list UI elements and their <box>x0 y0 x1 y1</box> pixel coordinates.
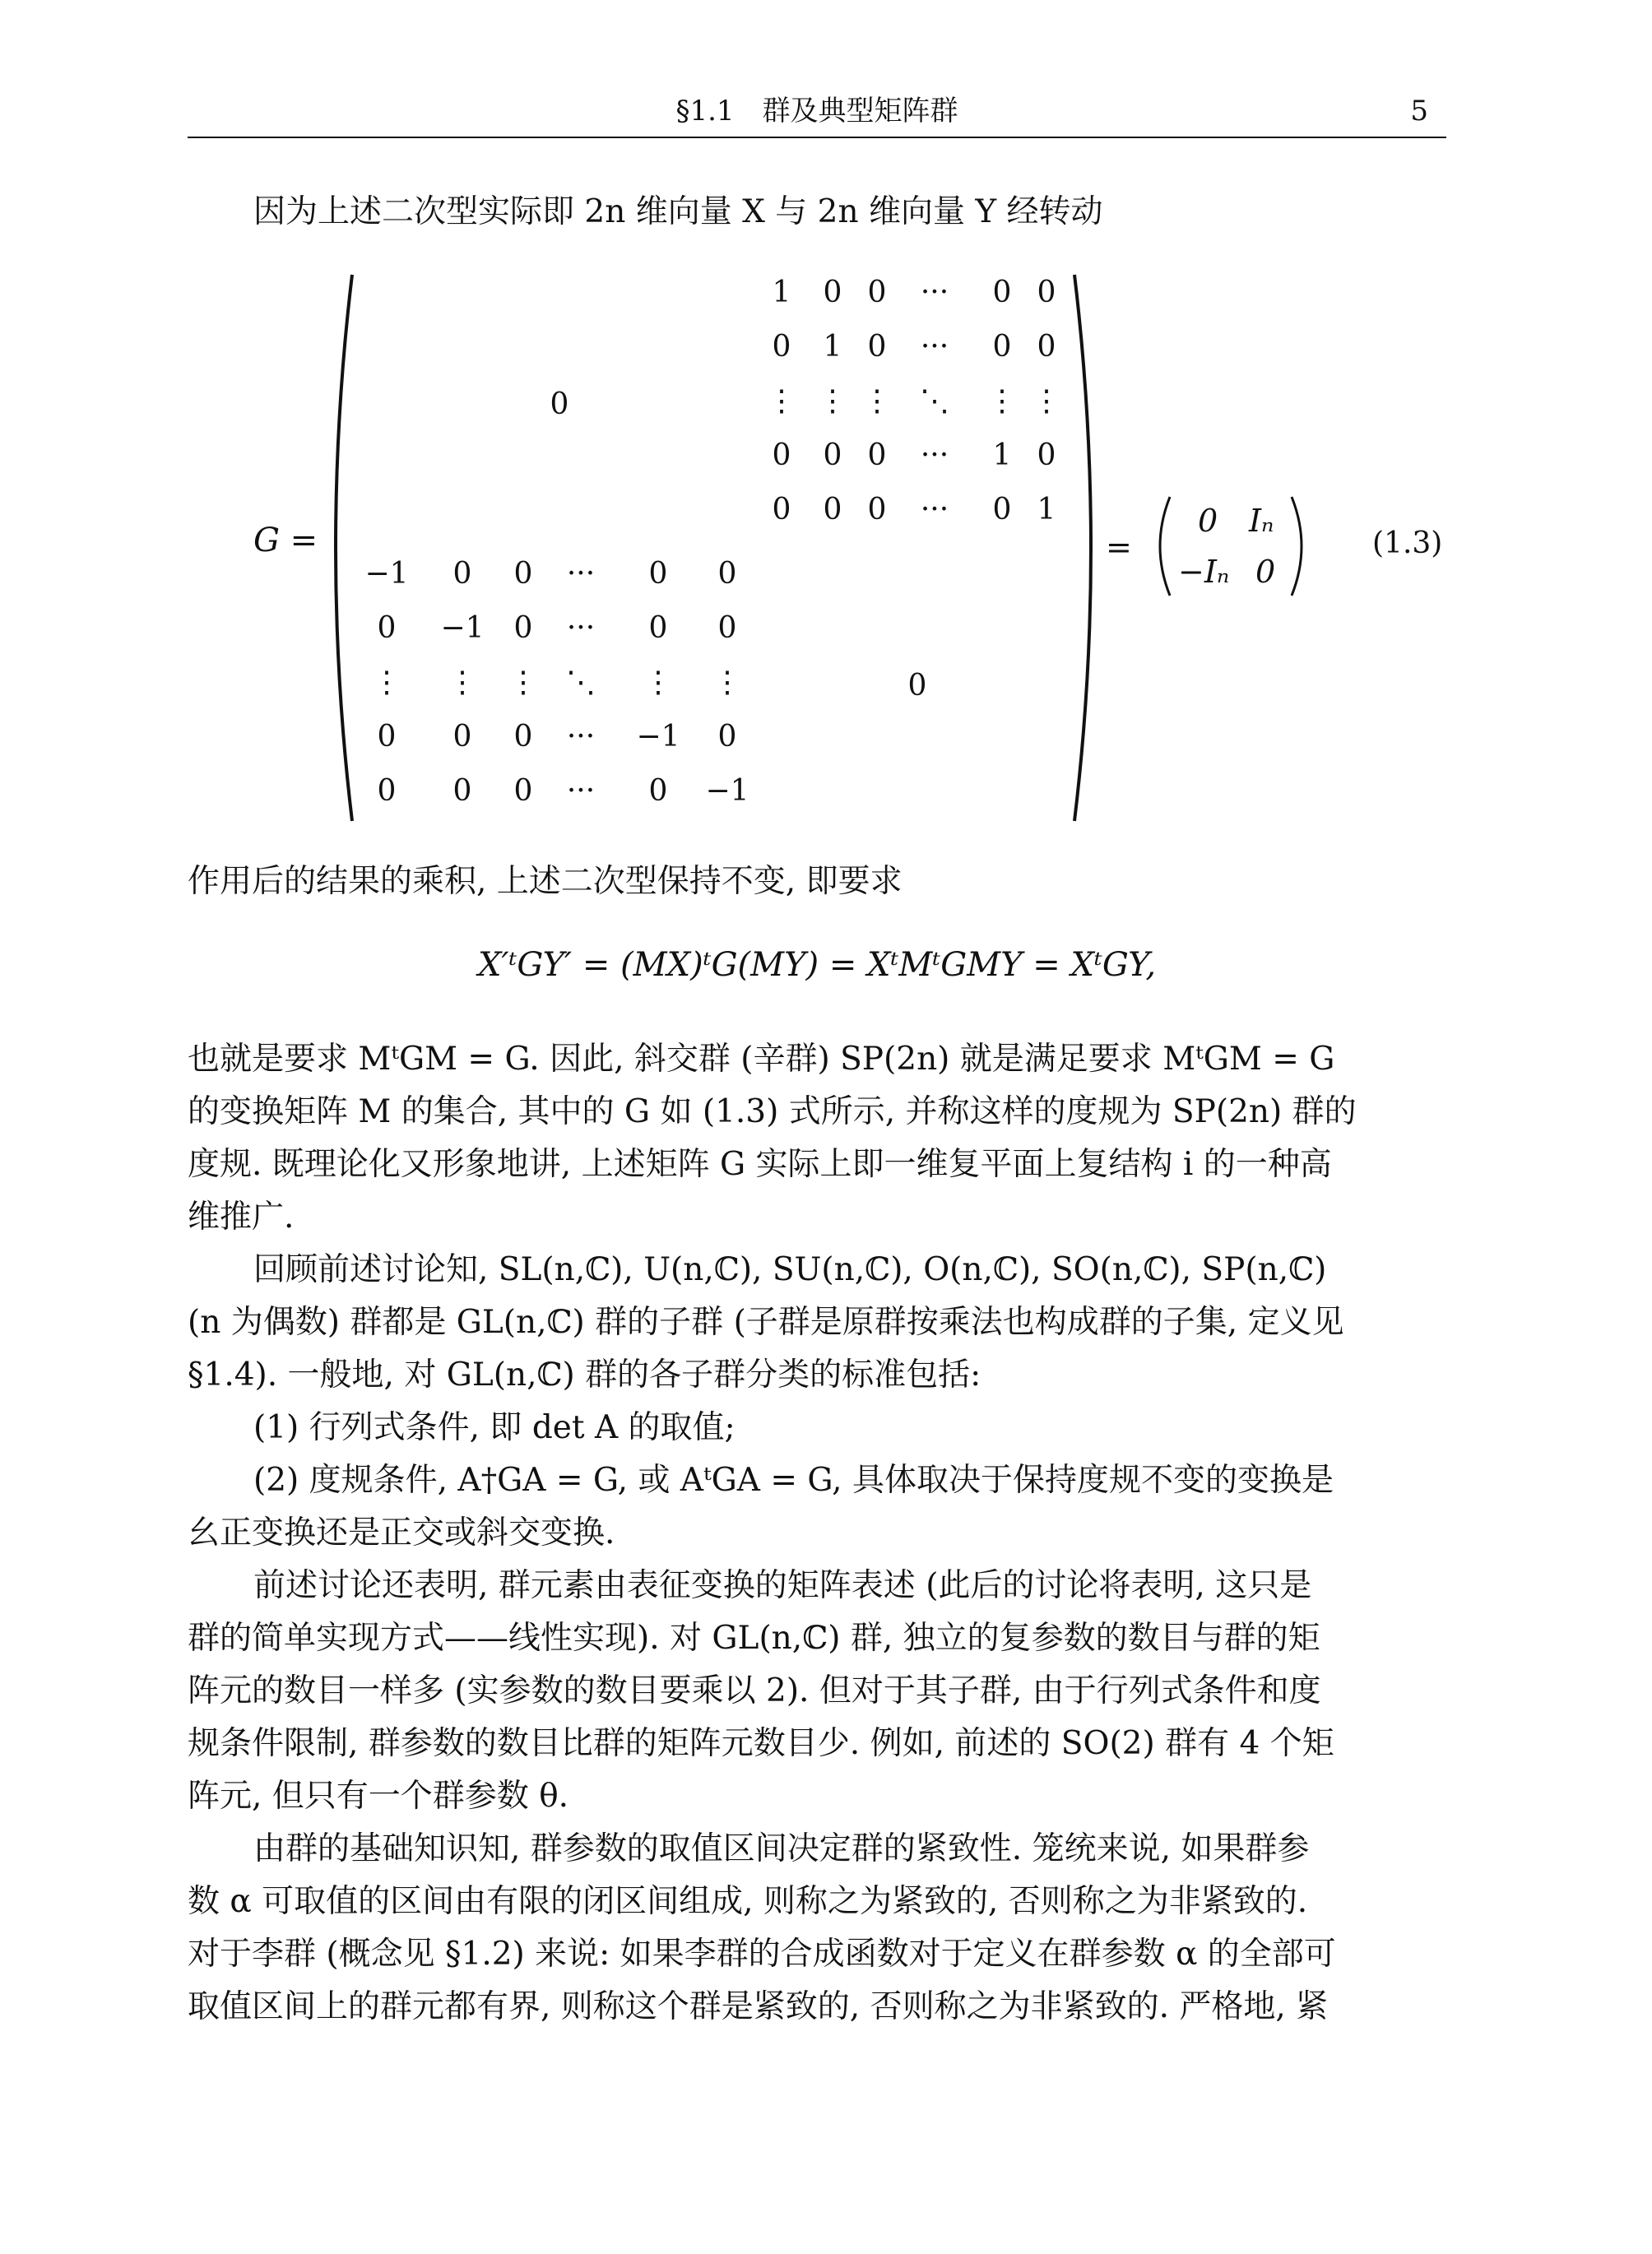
equals-sign: = <box>1106 529 1132 565</box>
bottom-left-cell: ··· <box>566 611 596 645</box>
text-line: 由群的基础知识知, 群参数的取值区间决定群的紧致性. 笼统来说, 如果群参 <box>253 1830 1310 1867</box>
top-right-cell: ··· <box>920 438 949 472</box>
top-right-cell: ··· <box>920 493 949 526</box>
top-right-cell: 0 <box>823 493 842 526</box>
bottom-left-cell: −1 <box>364 557 409 591</box>
top-right-cell: ⋮ <box>1032 384 1061 418</box>
page-number: 5 <box>1410 95 1428 128</box>
big-right-paren <box>1074 275 1091 821</box>
text-line: 数 α 可取值的区间由有限的闭区间组成, 则称之为紧致的, 否则称之为非紧致的. <box>188 1883 1308 1920</box>
text-line: 因为上述二次型实际即 2n 维向量 X 与 2n 维向量 Y 经转动 <box>253 193 1103 230</box>
top-right-cell: ⋮ <box>862 384 892 418</box>
top-right-cell: 0 <box>772 438 791 472</box>
bottom-left-cell: 0 <box>717 720 737 754</box>
bottom-left-cell: ⋮ <box>508 666 538 699</box>
top-right-cell: ··· <box>920 330 949 364</box>
text-line: §1.4). 一般地, 对 GL(n,ℂ) 群的各子群分类的标准包括: <box>188 1357 981 1394</box>
bottom-left-cell: 0 <box>513 720 533 754</box>
text-line: 取值区间上的群元都有界, 则称这个群是紧致的, 否则称之为非紧致的. 严格地, 紧 <box>188 1988 1329 2025</box>
top-right-cell: 0 <box>867 276 887 309</box>
text-line: 规条件限制, 群参数的数目比群的矩阵元数目少. 例如, 前述的 SO(2) 群有 4 个矩 <box>188 1725 1334 1762</box>
bottom-left-cell: 0 <box>717 557 737 591</box>
bottom-left-cell: ⋮ <box>448 666 477 699</box>
bottom-left-cell: 0 <box>513 611 533 645</box>
text-line: (1) 行列式条件, 即 det A 的取值; <box>253 1409 736 1446</box>
top-right-cell: 0 <box>992 276 1012 309</box>
zero-block-bottom-right: 0 <box>907 669 927 703</box>
bottom-left-cell: ··· <box>566 774 596 808</box>
bottom-left-cell: 0 <box>377 774 397 808</box>
paragraph-subgroups <box>188 1244 1446 1402</box>
small-right-paren <box>1292 497 1302 596</box>
paragraph-criterion-2 <box>188 1454 1446 1560</box>
big-left-paren <box>336 275 352 821</box>
block-01: Iₙ <box>1249 503 1274 539</box>
text-line: 阵元, 但只有一个群参数 θ. <box>188 1778 569 1815</box>
bottom-left-cell: ⋮ <box>712 666 742 699</box>
section-title: §1.1 群及典型矩阵群 <box>675 95 958 128</box>
text-line: 度规. 既理论化又形象地讲, 上述矩阵 G 实际上即一维复平面上复结构 i 的一种高 <box>188 1146 1332 1183</box>
bottom-left-cell: 0 <box>648 774 668 808</box>
transform-equation: X′ᵗGY′ = (MX)ᵗG(MY) = XᵗMᵗGMY = XᵗGY, <box>477 946 1157 984</box>
block-00: 0 <box>1198 503 1218 539</box>
text-line: 的变换矩阵 M 的集合, 其中的 G 如 (1.3) 式所示, 并称这样的度规为 SP(2n) 群的 <box>188 1093 1357 1130</box>
text-line: 群的简单实现方式——线性实现). 对 GL(n,ℂ) 群, 独立的复参数的数目与群的矩 <box>188 1620 1320 1657</box>
top-right-cell: 1 <box>1037 493 1056 526</box>
paragraph-compactness <box>188 1823 1446 2034</box>
top-right-cell: 0 <box>1037 330 1056 364</box>
text-line: 回顾前述讨论知, SL(n,ℂ), U(n,ℂ), SU(n,ℂ), O(n,ℂ), SO(n,ℂ), SP(n,ℂ) <box>253 1251 1327 1288</box>
top-right-cell: 0 <box>992 493 1012 526</box>
top-right-cell: 0 <box>867 330 887 364</box>
bottom-left-cell: 0 <box>513 557 533 591</box>
bottom-left-cell: ··· <box>566 557 596 591</box>
top-right-cell: 0 <box>823 276 842 309</box>
bottom-left-cell: 0 <box>452 720 472 754</box>
text-line: 前述讨论还表明, 群元素由表征变换的矩阵表述 (此后的讨论将表明, 这只是 <box>253 1567 1312 1604</box>
top-right-cell: 0 <box>867 438 887 472</box>
top-right-cell: 0 <box>772 493 791 526</box>
bottom-left-cell: 0 <box>377 720 397 754</box>
paragraph-sp2n <box>188 1033 1446 1244</box>
paragraph-parameters <box>188 1560 1446 1823</box>
small-left-paren <box>1160 497 1170 596</box>
top-right-cell: ⋮ <box>818 384 847 418</box>
text-line: 对于李群 (概念见 §1.2) 来说: 如果李群的合成函数对于定义在群参数 α 的全部可 <box>188 1936 1336 1973</box>
bottom-left-cell: 0 <box>717 611 737 645</box>
top-right-cell: 1 <box>992 438 1012 472</box>
block-11: 0 <box>1255 554 1276 590</box>
top-right-cell: 1 <box>823 330 842 364</box>
text-line: 阵元的数目一样多 (实参数的数目要乘以 2). 但对于其子群, 由于行列式条件和度 <box>188 1672 1321 1709</box>
text-line: 幺正变换还是正交或斜交变换. <box>188 1514 615 1551</box>
text-line: 也就是要求 MᵗGM = G. 因此, 斜交群 (辛群) SP(2n) 就是满足要求 MᵗGM = G <box>188 1041 1335 1078</box>
zero-block-top-left: 0 <box>550 387 569 421</box>
text-line: (n 为偶数) 群都是 GL(n,ℂ) 群的子群 (子群是原群按乘法也构成群的子集, 定义见 <box>188 1304 1344 1341</box>
bottom-left-cell: 0 <box>377 611 397 645</box>
top-right-cell: 0 <box>772 330 791 364</box>
top-right-cell: 0 <box>823 438 842 472</box>
bottom-left-cell: 0 <box>648 611 668 645</box>
top-right-cell: 0 <box>1037 276 1056 309</box>
bottom-left-cell: ··· <box>566 720 596 754</box>
bottom-left-cell: 0 <box>452 557 472 591</box>
equation-number: (1.3) <box>1372 526 1443 560</box>
top-right-cell: ⋱ <box>920 384 949 418</box>
matrix-label: G = <box>253 522 318 559</box>
top-right-cell: 1 <box>772 276 791 309</box>
top-right-cell: ··· <box>920 276 949 309</box>
bottom-left-cell: 0 <box>513 774 533 808</box>
bottom-left-cell: ⋱ <box>566 666 596 699</box>
block-10: −Iₙ <box>1178 554 1230 590</box>
bottom-left-cell: 0 <box>452 774 472 808</box>
text-line: 维推广. <box>188 1199 295 1236</box>
bottom-left-cell: ⋮ <box>643 666 673 699</box>
bottom-left-cell: 0 <box>648 557 668 591</box>
paragraph-criterion-1 <box>188 1402 1446 1454</box>
text-line: (2) 度规条件, A†GA = G, 或 AᵗGA = G, 具体取决于保持度规不变的变换是 <box>253 1462 1334 1499</box>
bottom-left-cell: ⋮ <box>372 666 401 699</box>
top-right-cell: ⋮ <box>987 384 1017 418</box>
top-right-cell: 0 <box>1037 438 1056 472</box>
bottom-left-cell: −1 <box>440 611 485 645</box>
top-right-cell: ⋮ <box>767 384 796 418</box>
top-right-cell: 0 <box>992 330 1012 364</box>
text-line: 作用后的结果的乘积, 上述二次型保持不变, 即要求 <box>188 863 903 900</box>
top-right-cell: 0 <box>867 493 887 526</box>
paragraph-after-matrix <box>188 856 1446 908</box>
bottom-left-cell: −1 <box>705 774 749 808</box>
bottom-left-cell: −1 <box>636 720 680 754</box>
